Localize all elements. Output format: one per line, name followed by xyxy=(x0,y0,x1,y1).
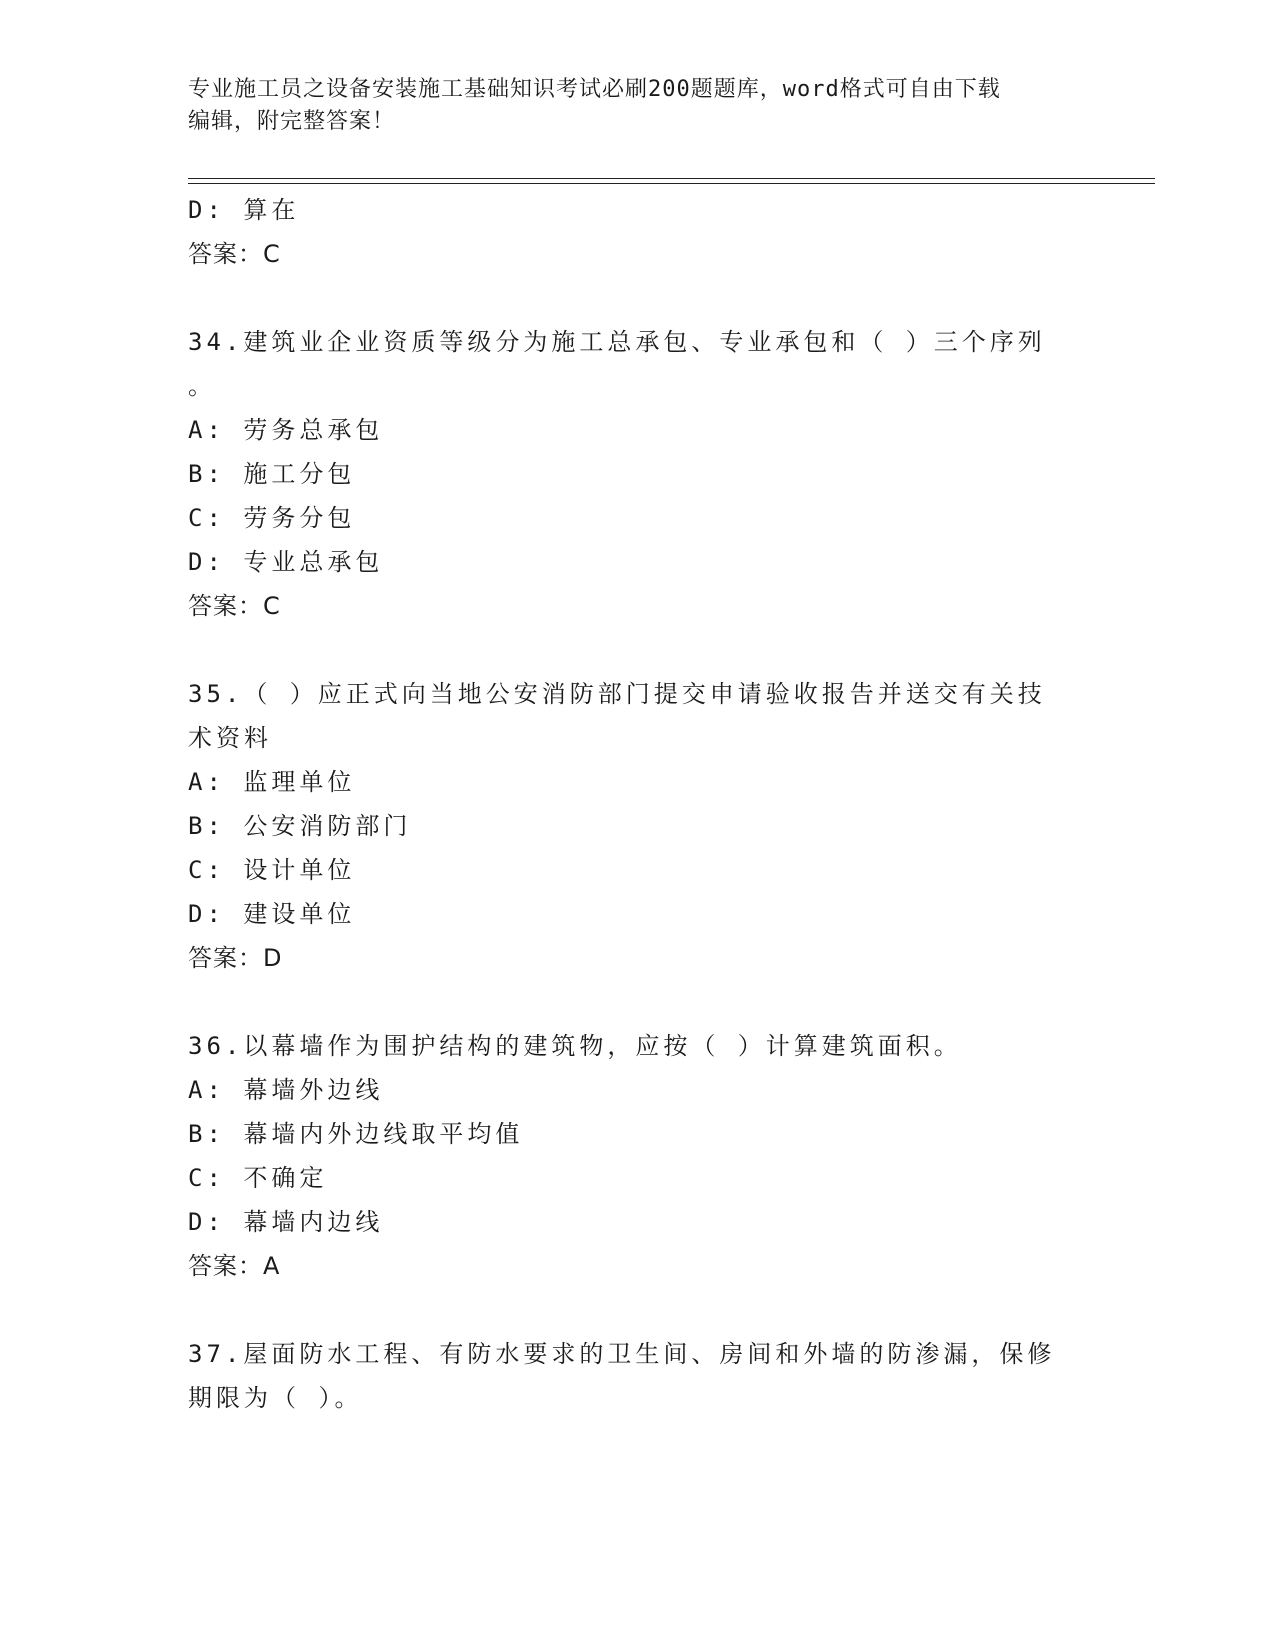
header-divider-bottom xyxy=(188,183,1155,184)
q34-stem-line-1: 34.建筑业企业资质等级分为施工总承包、专业承包和（ ）三个序列 xyxy=(188,328,1046,356)
q37-stem-line-2: 期限为（ ）。 xyxy=(188,1384,363,1412)
q35-option-b: B: 公安消防部门 xyxy=(188,812,412,840)
q35-answer: 答案：D xyxy=(188,944,283,972)
q35-option-a: A: 监理单位 xyxy=(188,768,356,796)
q36-stem-line-1: 36.以幕墙作为围护结构的建筑物，应按（ ）计算建筑面积。 xyxy=(188,1032,962,1060)
q37-stem-line-1: 37.屋面防水工程、有防水要求的卫生间、房间和外墙的防渗漏，保修 xyxy=(188,1340,1056,1368)
q35-option-d: D: 建设单位 xyxy=(188,900,356,928)
prev-answer: 答案：C xyxy=(188,240,281,268)
q35-stem-line-2: 术资料 xyxy=(188,724,272,752)
q34-option-a: A: 劳务总承包 xyxy=(188,416,384,444)
q36-option-b: B: 幕墙内外边线取平均值 xyxy=(188,1120,524,1148)
q34-option-c: C: 劳务分包 xyxy=(188,504,356,532)
header-line-2: 编辑，附完整答案！ xyxy=(188,109,396,134)
q34-answer: 答案：C xyxy=(188,592,281,620)
q34-stem-line-2: 。 xyxy=(188,372,216,400)
q36-option-c: C: 不确定 xyxy=(188,1164,328,1192)
q34-option-b: B: 施工分包 xyxy=(188,460,356,488)
q35-option-c: C: 设计单位 xyxy=(188,856,356,884)
header-line-1: 专业施工员之设备安装施工基础知识考试必刷200题题库，word格式可自由下载 xyxy=(188,77,1001,102)
q34-option-d: D: 专业总承包 xyxy=(188,548,384,576)
q36-answer: 答案：A xyxy=(188,1252,281,1280)
document-header xyxy=(188,74,1088,138)
q36-option-d: D: 幕墙内边线 xyxy=(188,1208,384,1236)
prev-option-d: D: 算在 xyxy=(188,196,300,224)
q36-option-a: A: 幕墙外边线 xyxy=(188,1076,384,1104)
header-divider-top xyxy=(188,178,1155,179)
q35-stem-line-1: 35.（ ）应正式向当地公安消防部门提交申请验收报告并送交有关技 xyxy=(188,680,1046,708)
